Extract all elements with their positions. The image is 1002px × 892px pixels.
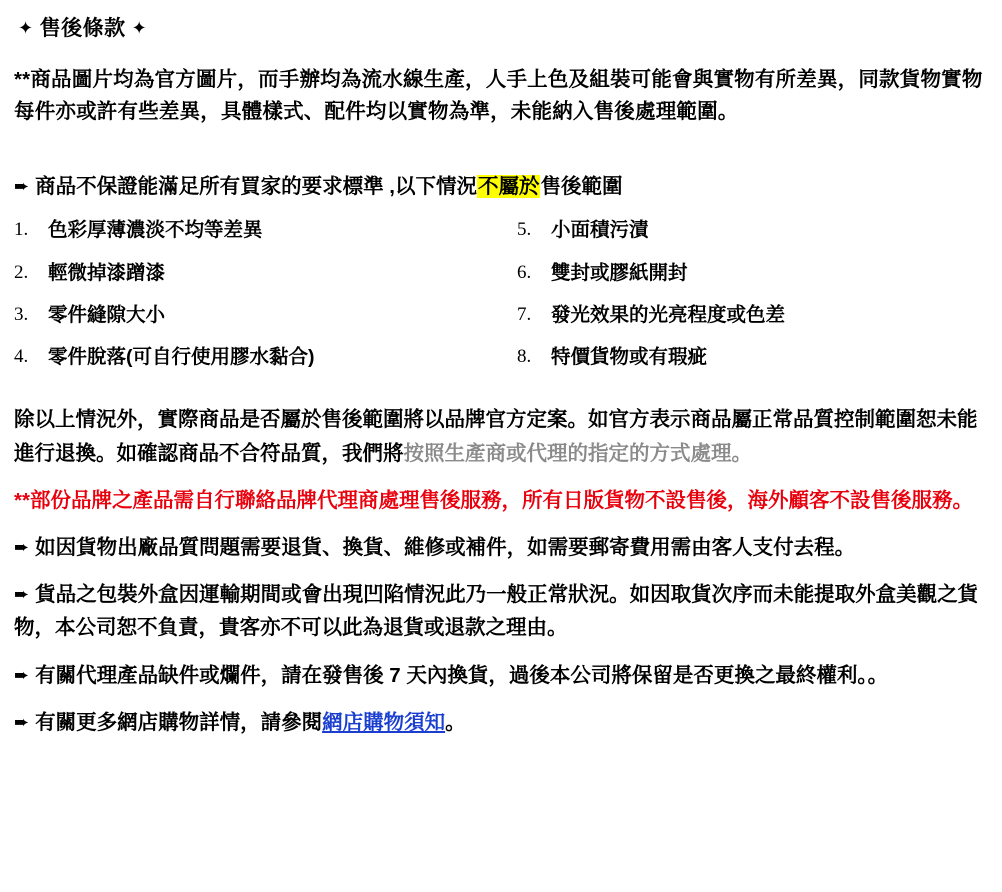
exclusion-list-right-column <box>501 216 988 385</box>
list-item-label: 發光效果的光亮程度或色差 <box>551 303 786 326</box>
list-item-label: 特價貨物或有瑕疵 <box>551 346 708 369</box>
bullet-item <box>14 531 988 564</box>
list-item-number: 6. <box>517 261 532 283</box>
list-item-number: 8. <box>517 346 532 368</box>
arrow-icon: ➨ <box>14 664 30 685</box>
shopping-guide-suffix: 。 <box>445 710 466 734</box>
page-title <box>18 12 988 42</box>
list-item <box>14 343 501 371</box>
page-title-text: 售後條款 <box>39 17 126 40</box>
bullet-item <box>14 578 988 644</box>
list-item-number: 1. <box>14 219 29 241</box>
bullet-text: 貨品之包裝外盒因運輸期間或會出現凹陷情況此乃一般正常狀況。如因取貨次序而未能提取外盒美觀之貨物，本公司恕不負責，貴客亦不可以此為退貨或退款之理由。 <box>14 583 979 640</box>
policy-paragraph <box>14 403 988 469</box>
exclusion-list-left-column <box>14 216 501 385</box>
arrow-icon: ➨ <box>14 584 30 605</box>
list-item-number: 4. <box>14 346 29 368</box>
spacer <box>14 385 988 403</box>
arrow-icon: ➨ <box>14 536 30 557</box>
bullet-item <box>14 659 988 692</box>
bullet-text: 如因貨物出廠品質問題需要退貨、換貨、維修或補件，如需要郵寄費用需由客人支付去程。 <box>35 535 856 559</box>
star-left-icon: ✦ <box>18 18 34 38</box>
exclusion-heading-highlight: 不屬於 <box>477 174 540 198</box>
shopping-guide-bullet <box>14 706 988 739</box>
star-right-icon: ✦ <box>131 18 148 38</box>
list-item <box>517 216 988 244</box>
list-item-label: 小面積污漬 <box>551 219 649 242</box>
spacer <box>14 474 988 484</box>
shopping-guide-prefix: 有關更多網店購物詳情，請參閱 <box>35 710 323 734</box>
list-item-label: 雙封或膠紙開封 <box>551 261 688 284</box>
policy-paragraph-part1: 除以上情況外，實際商品是否屬於售後範圍將以品牌官方定案。如官方表示商品屬正常品質控制範圍恕未能進行退換。如確認商品不合符品質，我們將 <box>14 408 978 465</box>
list-item <box>517 343 988 371</box>
list-item-label: 零件縫隙大小 <box>48 303 166 326</box>
exclusion-list <box>14 216 988 385</box>
list-item <box>14 301 501 329</box>
list-item-number: 2. <box>14 261 29 283</box>
list-item-label: 輕微掉漆蹭漆 <box>48 261 166 284</box>
spacer <box>14 649 988 659</box>
list-item <box>14 259 501 287</box>
list-item-number: 5. <box>517 219 532 241</box>
list-item <box>517 259 988 287</box>
arrow-icon: ➨ <box>14 711 30 732</box>
list-item <box>14 216 501 244</box>
exclusion-heading-suffix: 售後範圍 <box>540 174 623 198</box>
bullet-text: 有關代理產品缺件或爛件，請在發售後 7 天內換貨，過後本公司將保留是否更換之最終權利。。 <box>35 663 889 687</box>
shopping-guide-link[interactable]: 網店購物須知 <box>322 710 446 734</box>
exclusion-heading <box>14 172 988 203</box>
list-item-number: 3. <box>14 303 29 325</box>
intro-paragraph: **商品圖片均為官方圖片，而手辦均為流水線生產，人手上色及組裝可能會與實物有所差異，同款貨物實物每件亦或許有些差異，具體樣式、配件均以實物為準，未能納入售後處理範圍。 <box>14 68 983 123</box>
spacer <box>14 138 988 172</box>
spacer <box>14 521 988 531</box>
red-notice: **部份品牌之產品需自行聯絡品牌代理商處理售後服務，所有日版貨物不設售後，海外顧客不設售後服務。 <box>14 488 973 512</box>
list-item-label: 零件脫落(可自行使用膠水黏合) <box>48 346 315 369</box>
list-item-label: 色彩厚薄濃淡不均等差異 <box>48 219 263 242</box>
spacer <box>14 568 988 578</box>
policy-paragraph-part2: 按照生產商或代理的指定的方式處理。 <box>403 441 752 465</box>
list-item <box>517 301 988 329</box>
arrow-icon: ➨ <box>14 175 30 196</box>
exclusion-heading-prefix: 商品不保證能滿足所有買家的要求標準 ,以下情況 <box>35 174 477 198</box>
spacer <box>14 696 988 706</box>
list-item-number: 7. <box>517 303 532 325</box>
